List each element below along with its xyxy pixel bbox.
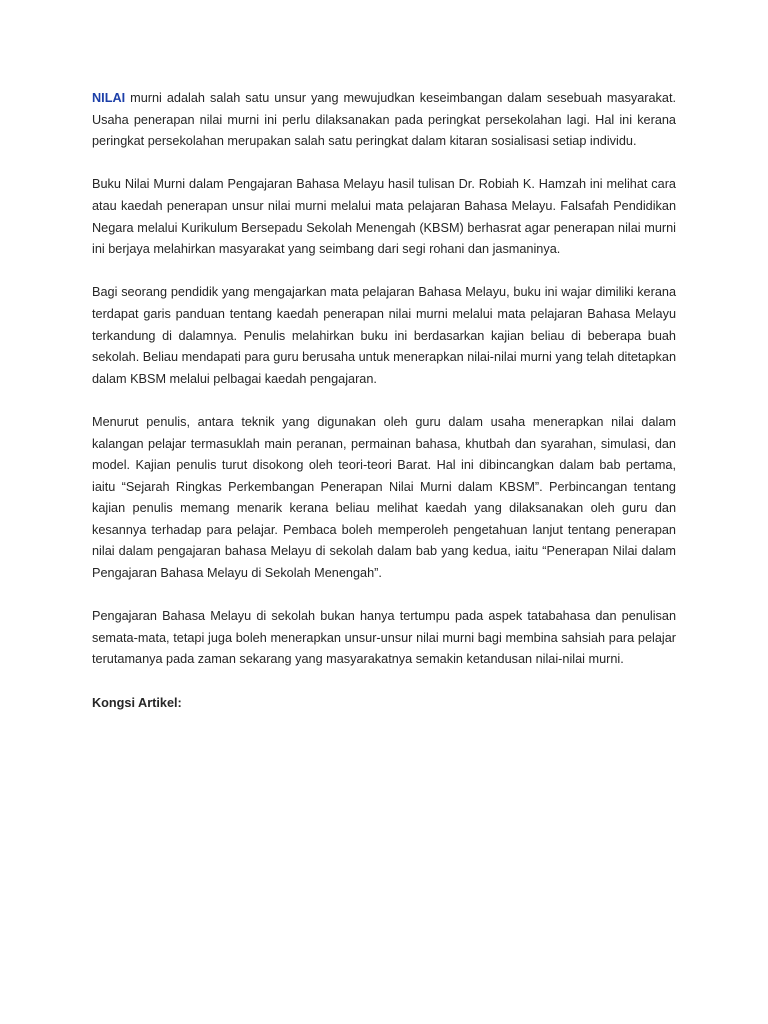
paragraph-2: Buku Nilai Murni dalam Pengajaran Bahasa Melayu hasil tulisan Dr. Robiah K. Hamzah ini melihat cara atau kaedah penerapan unsur nilai murni melalui mata pelajaran Bahasa Melayu. Falsafah Pendidikan Negara melalui Kurikulum Bersepadu Sekolah Menengah (KBSM) berhasrat agar penerapan nilai murni ini berjaya melahirkan masyarakat yang seimbang dari segi rohani dan jasmaninya. [92, 177, 676, 257]
paragraph-3: Bagi seorang pendidik yang mengajarkan mata pelajaran Bahasa Melayu, buku ini wajar dimiliki kerana terdapat garis panduan tentang kaedah penerapan nilai murni melalui mata pelajaran Bahasa Melayu terkandung di dalamnya. Penulis melahirkan buku ini berdasarkan kajian beliau di beberapa buah sekolah. Beliau mendapati para guru berusaha untuk menerapkan nilai-nilai murni yang telah ditetapkan dalam KBSM melalui pelbagai kaedah pengajaran. [92, 285, 676, 386]
article-body [92, 88, 676, 714]
paragraph-5: Pengajaran Bahasa Melayu di sekolah bukan hanya tertumpu pada aspek tatabahasa dan penulisan semata-mata, tetapi juga boleh menerapkan unsur-unsur nilai murni bagi membina sahsiah para pelajar terutamanya pada zaman sekarang yang masyarakatnya semakin ketandusan nilai-nilai murni. [92, 609, 676, 667]
paragraph-1-text: murni adalah salah satu unsur yang mewujudkan keseimbangan dalam sesebuah masyarakat. Usaha penerapan nilai murni ini perlu dilaksanakan pada peringkat persekolahan lagi. Hal ini kerana peringkat persekolahan merupakan salah satu peringkat dalam kitaran sosialisasi setiap individu. [92, 91, 676, 149]
paragraph-4: Menurut penulis, antara teknik yang digunakan oleh guru dalam usaha menerapkan nilai dalam kalangan pelajar termasuklah main peranan, permainan bahasa, khutbah dan syarahan, simulasi, dan model. Kajian penulis turut disokong oleh teori-teori Barat. Hal ini dibincangkan dalam bab pertama, iaitu “Sejarah Ringkas Perkembangan Penerapan Nilai Murni dalam KBSM”. Perbincangan tentang kajian penulis memang menarik kerana beliau melihat kaedah yang dilaksanakan oleh guru dan kesannya terhadap para pelajar. Pembaca boleh memperoleh pengetahuan lanjut tentang penerapan nilai dalam pengajaran bahasa Melayu di sekolah dalam bab yang kedua, iaitu “Penerapan Nilai dalam Pengajaran Bahasa Melayu di Sekolah Menengah”. [92, 414, 676, 581]
lead-word: NILAI [92, 91, 126, 105]
paragraph-1 [92, 88, 676, 153]
share-article-label: Kongsi Artikel: [92, 695, 182, 710]
